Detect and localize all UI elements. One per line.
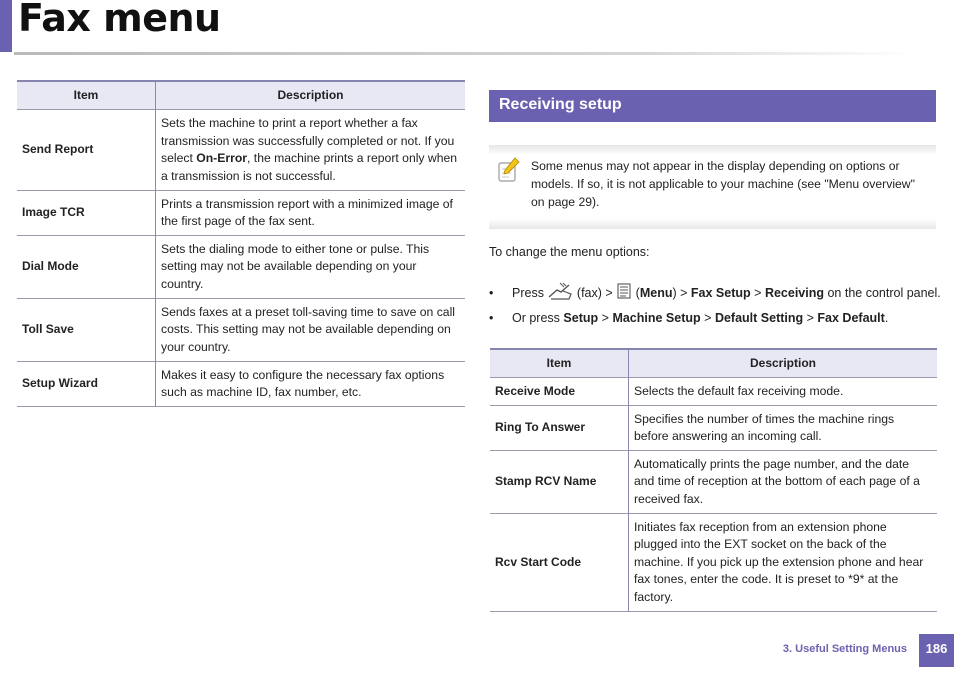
page-number: 186 [919,634,954,667]
item-cell: Rcv Start Code [490,514,629,612]
table-row [490,378,937,406]
description-cell: Selects the default fax receiving mode. [634,383,844,398]
note-pencil-icon [497,157,521,183]
table-row [490,451,937,514]
item-cell: Setup Wizard [17,362,156,407]
column-header-description: Description [156,81,466,110]
title-accent-bar [0,0,12,52]
description-cell: Sends faxes at a preset toll-saving time to save on call costs. This setting may not be available depending on your country. [161,304,456,354]
table-row [17,362,465,407]
table-row [17,110,465,191]
description-cell: Prints a transmission report with a minimized image of the first page of the fax sent. [161,196,453,228]
instruction-bullet-2: • Or press Setup > Machine Setup > Default Setting > Fax Default. [489,311,889,325]
fax-menu-table [17,80,465,407]
note-text: Some menus may not appear in the display depending on options or models. If so, it is not applicable to your machine (see "Menu overview" on page 29). [531,159,915,209]
on-error-term: On-Error [196,151,248,165]
receiving-setup-table [490,348,937,612]
instruction-bullet-1: • Press (fax) > (Menu) > Fax Setup > Receiving on the control panel. [489,281,941,306]
description-cell: Specifies the number of times the machine rings before answering an incoming call. [634,411,895,443]
description-cell: Sets the dialing mode to either tone or pulse. This setting may not be available depending on your country. [161,241,430,291]
item-cell: Ring To Answer [490,406,629,451]
footer-chapter: 3. Useful Setting Menus [782,643,907,655]
item-cell: Dial Mode [17,236,156,299]
column-header-description: Description [629,349,938,378]
table-row [17,191,465,236]
column-header-item: Item [490,349,629,378]
table-row [490,514,937,612]
section-heading: Receiving setup [489,90,936,122]
item-cell: Send Report [17,110,156,191]
table-row [490,406,937,451]
title-divider [14,52,914,55]
page-title: Fax menu [18,0,221,40]
intro-text: To change the menu options: [489,245,650,259]
item-cell: Stamp RCV Name [490,451,629,514]
table-header-row [17,81,465,110]
fax-icon [547,281,573,306]
item-cell: Toll Save [17,299,156,362]
menu-icon [616,283,632,304]
note-box [489,145,936,229]
description-cell: Initiates fax reception from an extension phone plugged into the EXT socket on the back of the machine. If you pick up the extension phone and hear fax tones, enter the code. It is preset to *9* at the factory. [634,519,924,604]
table-header-row [490,349,937,378]
table-row [17,299,465,362]
item-cell: Receive Mode [490,378,629,406]
description-cell: Automatically prints the page number, and the date and time of reception at the bottom of each page of a received fax. [634,456,920,506]
description-cell: Makes it easy to configure the necessary fax options such as machine ID, fax number, etc. [161,367,445,399]
item-cell: Image TCR [17,191,156,236]
description-cell: Sets the machine to print a report whether a fax transmission was successfully completed or not. If you select On-Error, the machine prints a report only when a transmission is not successful. [161,116,458,183]
table-row [17,236,465,299]
column-header-item: Item [17,81,156,110]
